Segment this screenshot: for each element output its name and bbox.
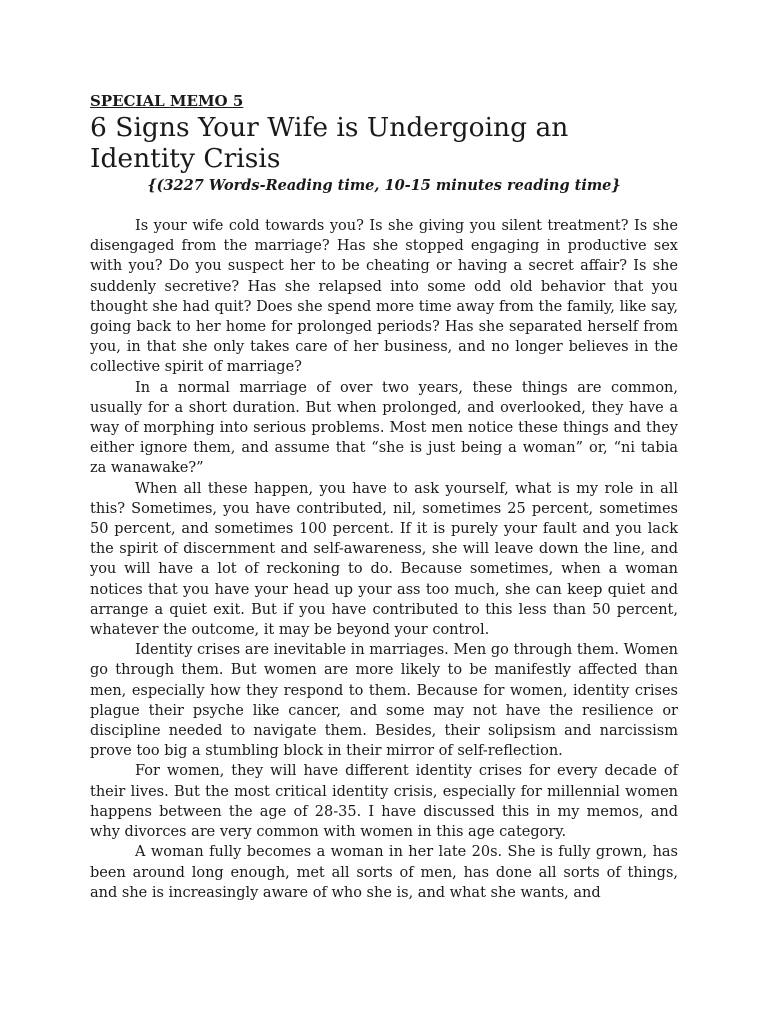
paragraph: Identity crises are inevitable in marriages. Men go through them. Women go through them. But women are more likely to be manifestly affected than men, especially how they respond to them. Because for women, identity crises plague their psyche like cancer, and some may not have the resilience or discipline needed to navigate them. Besides, their solipsism and narcissism prove too big a stumbling block in their mirror of self-reflection. — [90, 642, 678, 760]
paragraph: In a normal marriage of over two years, these things are common, usually for a short duration. But when prolonged, and overlooked, they have a way of morphing into serious problems. Most men notice these things and they either ignore them, and assume that “she is just being a woman” or, “ni tabia za wanawake?” — [90, 379, 678, 477]
paragraph: When all these happen, you have to ask yourself, what is my role in all this? Sometimes, you have contributed, nil, sometimes 25 percent, sometimes 50 percent, and sometimes 100 percent. If it is purely your fault and you lack the spirit of discernment and self-awareness, she will leave down the line, and you will have a lot of reckoning to do. Because sometimes, when a woman notices that you have your head up your ass too much, she can keep quiet and arrange a quiet exit. But if you have contributed to this less than 50 percent, whatever the outcome, it may be beyond your control. — [90, 480, 678, 639]
document-subtitle: {(3227 Words-Reading time, 10-15 minutes reading time} — [147, 177, 621, 194]
paragraph: Is your wife cold towards you? Is she giving you silent treatment? Is she disengaged from the marriage? Has she stopped engaging in productive sex with you? Do you suspect her to be cheating or having a secret affair? Is she suddenly secretive? Has she relapsed into some odd old behavior that you thought she had quit? Does she spend more time away from the family, like say, going back to her home for prolonged periods? Has she separated herself from you, in that she only takes care of her business, and no longer believes in the collective spirit of marriage? — [90, 218, 678, 376]
paragraph: For women, they will have different identity crises for every decade of their lives. But the most critical identity crisis, especially for millennial women happens between the age of 28-35. I have discussed this in my memos, and why divorces are very common with women in this age category. — [90, 763, 678, 841]
document-title: 6 Signs Your Wife is Undergoing an Identity Crisis — [90, 112, 569, 174]
document-page — [90, 92, 678, 903]
memo-label: SPECIAL MEMO 5 — [90, 92, 244, 110]
paragraph: A woman fully becomes a woman in her late 20s. She is fully grown, has been around long enough, met all sorts of men, has done all sorts of things, and she is increasingly aware of who she is, and what she wants, and — [90, 844, 678, 901]
document-body — [90, 216, 678, 903]
